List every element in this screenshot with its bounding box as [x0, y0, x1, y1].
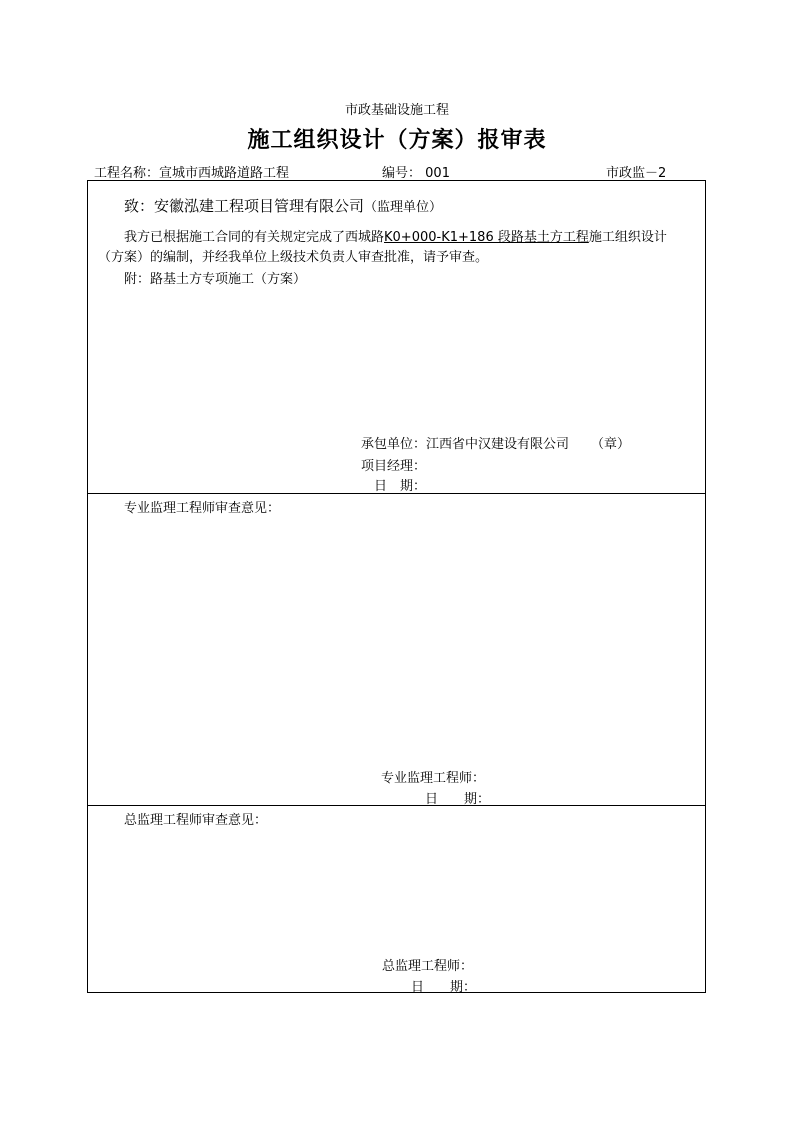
attachment-line: 附：路基土方专项施工（方案）	[124, 272, 307, 287]
body-scope: K0+000-K1+186 段路基土方工程	[384, 230, 589, 245]
seal-mark: （章）	[591, 437, 631, 452]
section3-date-label: 日 期：	[411, 980, 477, 995]
specialist-engineer-label: 专业监理工程师：	[381, 771, 486, 786]
addressee-suffix: （监理单位）	[364, 200, 443, 215]
project-name-field	[94, 162, 289, 181]
section2-date-label: 日 期：	[425, 792, 491, 807]
approval-form-table	[87, 180, 706, 993]
submission-body-line2: （方案）的编制，并经我单位上级技术负责人审查批准，请予审查。	[98, 250, 489, 265]
addressee-line	[124, 195, 442, 216]
contractor-line	[361, 433, 630, 452]
specialist-opinion-label: 专业监理工程师审查意见：	[124, 501, 281, 516]
section-divider-2	[88, 805, 705, 806]
project-manager-label: 项目经理：	[361, 459, 427, 474]
chief-opinion-label: 总监理工程师审查意见：	[124, 813, 268, 828]
form-code: 市政监－2	[606, 166, 667, 181]
contractor-label: 承包单位：	[361, 437, 427, 452]
number-field	[382, 162, 450, 181]
number-value: 001	[425, 166, 450, 181]
body-prefix: 我方已根据施工合同的有关规定完成了西城路	[124, 230, 385, 245]
addressee-label: 致：	[124, 197, 155, 215]
document-title: 施工组织设计（方案）报审表	[247, 127, 547, 153]
document-category: 市政基础设施工程	[344, 103, 449, 118]
body-suffix: 施工组织设计	[588, 230, 667, 245]
addressee-company: 安徽泓建工程项目管理有限公司	[154, 197, 365, 215]
contractor-name: 江西省中汉建设有限公司	[426, 437, 570, 452]
number-label: 编号：	[382, 166, 422, 181]
submission-body-line1	[124, 226, 667, 245]
project-name-value: 宣城市西城路道路工程	[159, 166, 290, 181]
section1-date-label: 日 期：	[374, 479, 427, 494]
chief-engineer-label: 总监理工程师：	[382, 959, 474, 974]
project-name-label: 工程名称：	[94, 166, 160, 181]
